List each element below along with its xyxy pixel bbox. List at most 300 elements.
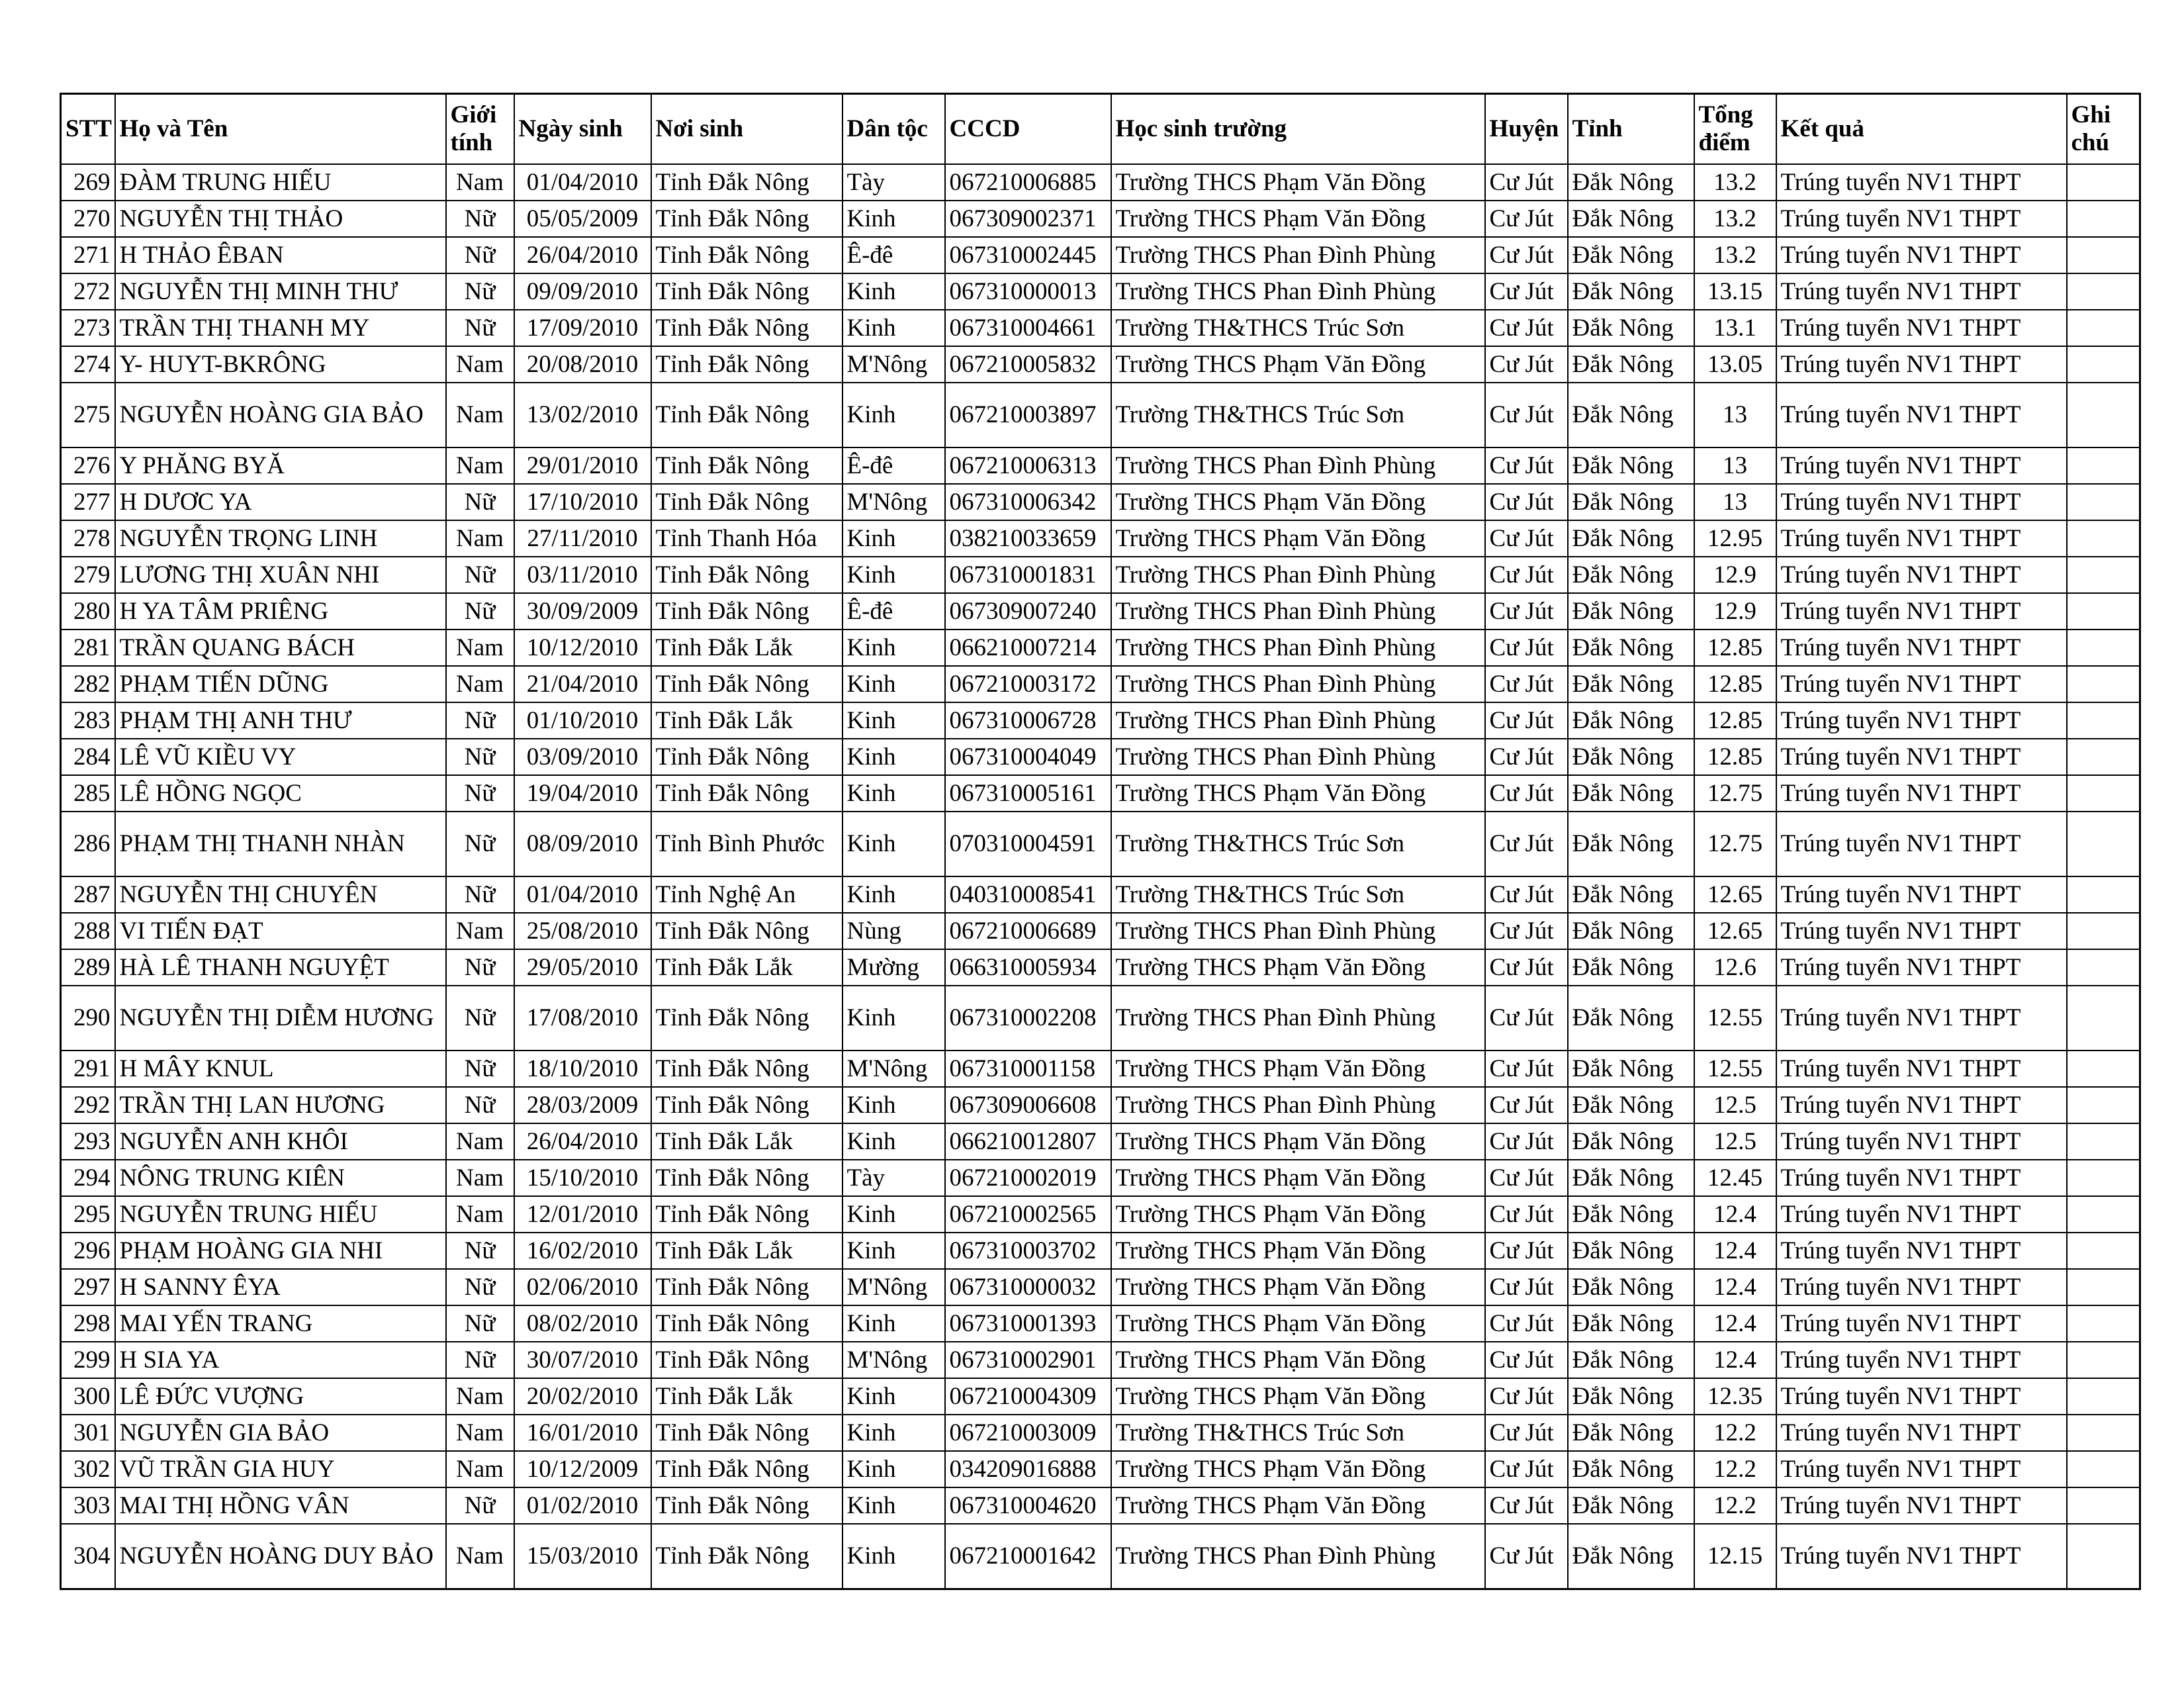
cell-full-name: LÊ HỒNG NGỌC (115, 775, 446, 812)
cell-stt: 269 (61, 164, 115, 201)
cell-school: Trường THCS Phạm Văn Đồng (1111, 1160, 1485, 1196)
cell-note (2067, 310, 2140, 346)
cell-date-of-birth: 01/02/2010 (514, 1487, 651, 1524)
cell-note (2067, 986, 2140, 1051)
cell-place-of-birth: Tỉnh Đắk Nông (651, 557, 842, 593)
cell-school: Trường THCS Phạm Văn Đồng (1111, 1487, 1485, 1524)
cell-gender: Nữ (446, 812, 514, 876)
cell-full-name: NGUYỄN THỊ DIỄM HƯƠNG (115, 986, 446, 1051)
cell-stt: 284 (61, 739, 115, 775)
header-place-of-birth: Nơi sinh (651, 94, 842, 165)
cell-result: Trúng tuyển NV1 THPT (1776, 986, 2067, 1051)
cell-result: Trúng tuyển NV1 THPT (1776, 1051, 2067, 1087)
admission-results-table (60, 93, 2141, 1590)
cell-note (2067, 1087, 2140, 1123)
cell-full-name: LÊ ĐỨC VƯỢNG (115, 1378, 446, 1415)
cell-total-score: 12.55 (1694, 1051, 1776, 1087)
cell-ethnicity: Nùng (842, 913, 945, 949)
table-row (61, 1123, 2140, 1160)
table-row (61, 593, 2140, 630)
cell-district: Cư Jút (1485, 593, 1568, 630)
cell-gender: Nữ (446, 1305, 514, 1342)
cell-province: Đắk Nông (1568, 484, 1694, 520)
cell-full-name: H SANNY ÊYA (115, 1269, 446, 1305)
table-row (61, 876, 2140, 913)
cell-total-score: 12.75 (1694, 812, 1776, 876)
cell-gender: Nữ (446, 986, 514, 1051)
cell-citizen-id: 067310002901 (945, 1342, 1111, 1378)
cell-school: Trường THCS Phạm Văn Đồng (1111, 1378, 1485, 1415)
cell-stt: 270 (61, 201, 115, 237)
cell-citizen-id: 067210005832 (945, 346, 1111, 383)
cell-note (2067, 447, 2140, 484)
cell-note (2067, 164, 2140, 201)
cell-school: Trường THCS Phan Đình Phùng (1111, 702, 1485, 739)
cell-district: Cư Jút (1485, 812, 1568, 876)
cell-result: Trúng tuyển NV1 THPT (1776, 1196, 2067, 1233)
cell-district: Cư Jút (1485, 666, 1568, 702)
table-row (61, 630, 2140, 666)
cell-note (2067, 1415, 2140, 1451)
cell-ethnicity: Kinh (842, 1415, 945, 1451)
header-school: Học sinh trường (1111, 94, 1485, 165)
table-row (61, 310, 2140, 346)
cell-ethnicity: Kinh (842, 1378, 945, 1415)
table-row (61, 1415, 2140, 1451)
cell-place-of-birth: Tỉnh Đắk Nông (651, 164, 842, 201)
table-row (61, 164, 2140, 201)
cell-district: Cư Jút (1485, 520, 1568, 557)
cell-ethnicity: Kinh (842, 812, 945, 876)
cell-note (2067, 812, 2140, 876)
cell-date-of-birth: 17/08/2010 (514, 986, 651, 1051)
cell-school: Trường THCS Phạm Văn Đồng (1111, 1196, 1485, 1233)
cell-citizen-id: 066210007214 (945, 630, 1111, 666)
cell-citizen-id: 067310001158 (945, 1051, 1111, 1087)
cell-district: Cư Jút (1485, 775, 1568, 812)
cell-place-of-birth: Tỉnh Đắk Nông (651, 1524, 842, 1589)
table-row (61, 1378, 2140, 1415)
cell-citizen-id: 067210004309 (945, 1378, 1111, 1415)
cell-school: Trường THCS Phan Đình Phùng (1111, 593, 1485, 630)
cell-date-of-birth: 12/01/2010 (514, 1196, 651, 1233)
cell-stt: 302 (61, 1451, 115, 1487)
cell-stt: 300 (61, 1378, 115, 1415)
cell-gender: Nam (446, 666, 514, 702)
cell-district: Cư Jút (1485, 1487, 1568, 1524)
cell-stt: 283 (61, 702, 115, 739)
cell-ethnicity: M'Nông (842, 346, 945, 383)
cell-school: Trường THCS Phan Đình Phùng (1111, 986, 1485, 1051)
cell-district: Cư Jút (1485, 447, 1568, 484)
cell-date-of-birth: 15/03/2010 (514, 1524, 651, 1589)
cell-ethnicity: Kinh (842, 273, 945, 310)
cell-note (2067, 1196, 2140, 1233)
cell-total-score: 12.2 (1694, 1415, 1776, 1451)
cell-ethnicity: Kinh (842, 666, 945, 702)
cell-gender: Nữ (446, 1269, 514, 1305)
cell-ethnicity: Kinh (842, 630, 945, 666)
cell-gender: Nữ (446, 201, 514, 237)
cell-citizen-id: 067310000032 (945, 1269, 1111, 1305)
cell-place-of-birth: Tỉnh Đắk Lắk (651, 630, 842, 666)
table-row (61, 484, 2140, 520)
cell-note (2067, 1051, 2140, 1087)
cell-citizen-id: 067310000013 (945, 273, 1111, 310)
cell-gender: Nam (446, 1123, 514, 1160)
cell-place-of-birth: Tỉnh Đắk Lắk (651, 1123, 842, 1160)
cell-place-of-birth: Tỉnh Đắk Nông (651, 1451, 842, 1487)
cell-province: Đắk Nông (1568, 520, 1694, 557)
cell-date-of-birth: 29/01/2010 (514, 447, 651, 484)
cell-place-of-birth: Tỉnh Đắk Nông (651, 1342, 842, 1378)
cell-citizen-id: 067310005161 (945, 775, 1111, 812)
cell-result: Trúng tuyển NV1 THPT (1776, 484, 2067, 520)
cell-citizen-id: 067210003897 (945, 383, 1111, 447)
cell-province: Đắk Nông (1568, 1160, 1694, 1196)
cell-school: Trường THCS Phạm Văn Đồng (1111, 1123, 1485, 1160)
cell-district: Cư Jút (1485, 630, 1568, 666)
cell-district: Cư Jút (1485, 237, 1568, 273)
cell-province: Đắk Nông (1568, 812, 1694, 876)
cell-stt: 299 (61, 1342, 115, 1378)
cell-note (2067, 593, 2140, 630)
table-row (61, 273, 2140, 310)
cell-stt: 293 (61, 1123, 115, 1160)
cell-stt: 297 (61, 1269, 115, 1305)
cell-citizen-id: 067210006313 (945, 447, 1111, 484)
cell-district: Cư Jút (1485, 1305, 1568, 1342)
cell-full-name: H YA TÂM PRIÊNG (115, 593, 446, 630)
cell-place-of-birth: Tỉnh Đắk Nông (651, 1305, 842, 1342)
cell-gender: Nam (446, 1415, 514, 1451)
cell-ethnicity: Kinh (842, 1451, 945, 1487)
cell-school: Trường THCS Phạm Văn Đồng (1111, 1233, 1485, 1269)
cell-gender: Nam (446, 383, 514, 447)
cell-gender: Nữ (446, 739, 514, 775)
cell-province: Đắk Nông (1568, 273, 1694, 310)
cell-note (2067, 775, 2140, 812)
cell-full-name: ĐÀM TRUNG HIẾU (115, 164, 446, 201)
cell-date-of-birth: 25/08/2010 (514, 913, 651, 949)
cell-total-score: 13.2 (1694, 237, 1776, 273)
cell-gender: Nam (446, 630, 514, 666)
cell-citizen-id: 067310004620 (945, 1487, 1111, 1524)
cell-result: Trúng tuyển NV1 THPT (1776, 1305, 2067, 1342)
cell-ethnicity: Kinh (842, 1087, 945, 1123)
cell-ethnicity: Tày (842, 164, 945, 201)
cell-stt: 275 (61, 383, 115, 447)
cell-note (2067, 383, 2140, 447)
cell-total-score: 13.2 (1694, 201, 1776, 237)
cell-province: Đắk Nông (1568, 1451, 1694, 1487)
cell-full-name: MAI THỊ HỒNG VÂN (115, 1487, 446, 1524)
cell-total-score: 12.35 (1694, 1378, 1776, 1415)
cell-district: Cư Jút (1485, 164, 1568, 201)
cell-district: Cư Jút (1485, 1415, 1568, 1451)
cell-date-of-birth: 08/09/2010 (514, 812, 651, 876)
cell-district: Cư Jút (1485, 1196, 1568, 1233)
cell-ethnicity: M'Nông (842, 484, 945, 520)
cell-note (2067, 1269, 2140, 1305)
cell-ethnicity: Kinh (842, 1233, 945, 1269)
cell-gender: Nữ (446, 876, 514, 913)
cell-result: Trúng tuyển NV1 THPT (1776, 812, 2067, 876)
cell-province: Đắk Nông (1568, 201, 1694, 237)
cell-citizen-id: 070310004591 (945, 812, 1111, 876)
cell-total-score: 12.2 (1694, 1487, 1776, 1524)
cell-citizen-id: 067210001642 (945, 1524, 1111, 1589)
cell-note (2067, 630, 2140, 666)
cell-ethnicity: Kinh (842, 1196, 945, 1233)
cell-date-of-birth: 16/01/2010 (514, 1415, 651, 1451)
header-date-of-birth: Ngày sinh (514, 94, 651, 165)
cell-result: Trúng tuyển NV1 THPT (1776, 775, 2067, 812)
cell-ethnicity: M'Nông (842, 1269, 945, 1305)
cell-date-of-birth: 26/04/2010 (514, 237, 651, 273)
cell-province: Đắk Nông (1568, 630, 1694, 666)
cell-full-name: LÊ VŨ KIỀU VY (115, 739, 446, 775)
cell-place-of-birth: Tỉnh Đắk Nông (651, 1160, 842, 1196)
cell-total-score: 12.85 (1694, 739, 1776, 775)
cell-gender: Nữ (446, 775, 514, 812)
table-row (61, 1087, 2140, 1123)
cell-result: Trúng tuyển NV1 THPT (1776, 666, 2067, 702)
cell-full-name: TRẦN THỊ LAN HƯƠNG (115, 1087, 446, 1123)
cell-total-score: 12.2 (1694, 1451, 1776, 1487)
cell-gender: Nữ (446, 273, 514, 310)
cell-province: Đắk Nông (1568, 913, 1694, 949)
cell-school: Trường THCS Phan Đình Phùng (1111, 739, 1485, 775)
table-row (61, 383, 2140, 447)
cell-result: Trúng tuyển NV1 THPT (1776, 1160, 2067, 1196)
cell-date-of-birth: 09/09/2010 (514, 273, 651, 310)
cell-gender: Nữ (446, 949, 514, 986)
table-row (61, 1487, 2140, 1524)
cell-school: Trường THCS Phạm Văn Đồng (1111, 164, 1485, 201)
cell-school: Trường THCS Phan Đình Phùng (1111, 237, 1485, 273)
cell-school: Trường THCS Phan Đình Phùng (1111, 913, 1485, 949)
cell-total-score: 12.65 (1694, 876, 1776, 913)
cell-place-of-birth: Tỉnh Đắk Nông (651, 237, 842, 273)
cell-gender: Nam (446, 1196, 514, 1233)
cell-place-of-birth: Tỉnh Đắk Nông (651, 1087, 842, 1123)
table-row (61, 201, 2140, 237)
cell-district: Cư Jút (1485, 273, 1568, 310)
cell-gender: Nữ (446, 310, 514, 346)
cell-note (2067, 1123, 2140, 1160)
cell-note (2067, 1487, 2140, 1524)
cell-gender: Nam (446, 520, 514, 557)
cell-note (2067, 702, 2140, 739)
cell-stt: 304 (61, 1524, 115, 1589)
cell-gender: Nữ (446, 1487, 514, 1524)
cell-place-of-birth: Tỉnh Đắk Nông (651, 273, 842, 310)
cell-province: Đắk Nông (1568, 739, 1694, 775)
cell-full-name: NGUYỄN GIA BẢO (115, 1415, 446, 1451)
cell-district: Cư Jút (1485, 1451, 1568, 1487)
cell-district: Cư Jút (1485, 346, 1568, 383)
table-row (61, 1305, 2140, 1342)
cell-date-of-birth: 10/12/2009 (514, 1451, 651, 1487)
cell-ethnicity: Kinh (842, 986, 945, 1051)
cell-date-of-birth: 27/11/2010 (514, 520, 651, 557)
cell-result: Trúng tuyển NV1 THPT (1776, 1415, 2067, 1451)
cell-school: Trường THCS Phạm Văn Đồng (1111, 1305, 1485, 1342)
cell-gender: Nam (446, 1160, 514, 1196)
cell-total-score: 12.6 (1694, 949, 1776, 986)
cell-place-of-birth: Tỉnh Đắk Lắk (651, 702, 842, 739)
cell-province: Đắk Nông (1568, 237, 1694, 273)
cell-ethnicity: Ê-đê (842, 447, 945, 484)
cell-date-of-birth: 20/08/2010 (514, 346, 651, 383)
cell-citizen-id: 067309006608 (945, 1087, 1111, 1123)
cell-total-score: 12.4 (1694, 1269, 1776, 1305)
cell-place-of-birth: Tỉnh Thanh Hóa (651, 520, 842, 557)
cell-ethnicity: Kinh (842, 775, 945, 812)
cell-result: Trúng tuyển NV1 THPT (1776, 273, 2067, 310)
header-row (61, 94, 2140, 165)
cell-date-of-birth: 20/02/2010 (514, 1378, 651, 1415)
table-header (61, 94, 2140, 165)
cell-date-of-birth: 03/11/2010 (514, 557, 651, 593)
cell-ethnicity: Mường (842, 949, 945, 986)
cell-total-score: 13 (1694, 447, 1776, 484)
cell-result: Trúng tuyển NV1 THPT (1776, 237, 2067, 273)
cell-citizen-id: 066210012807 (945, 1123, 1111, 1160)
cell-school: Trường THCS Phan Đình Phùng (1111, 273, 1485, 310)
cell-gender: Nữ (446, 237, 514, 273)
cell-note (2067, 1305, 2140, 1342)
cell-stt: 301 (61, 1415, 115, 1451)
cell-province: Đắk Nông (1568, 1487, 1694, 1524)
cell-district: Cư Jút (1485, 949, 1568, 986)
cell-stt: 281 (61, 630, 115, 666)
cell-ethnicity: Kinh (842, 310, 945, 346)
cell-gender: Nữ (446, 557, 514, 593)
cell-province: Đắk Nông (1568, 383, 1694, 447)
cell-stt: 295 (61, 1196, 115, 1233)
cell-date-of-birth: 05/05/2009 (514, 201, 651, 237)
cell-district: Cư Jút (1485, 1160, 1568, 1196)
header-gender: Giới tính (446, 94, 514, 165)
table-row (61, 739, 2140, 775)
cell-full-name: NGUYỄN ANH KHÔI (115, 1123, 446, 1160)
cell-result: Trúng tuyển NV1 THPT (1776, 164, 2067, 201)
cell-place-of-birth: Tỉnh Đắk Nông (651, 1487, 842, 1524)
cell-full-name: PHẠM HOÀNG GIA NHI (115, 1233, 446, 1269)
cell-province: Đắk Nông (1568, 1196, 1694, 1233)
cell-gender: Nữ (446, 1342, 514, 1378)
cell-place-of-birth: Tỉnh Đắk Nông (651, 739, 842, 775)
cell-province: Đắk Nông (1568, 702, 1694, 739)
cell-note (2067, 346, 2140, 383)
cell-result: Trúng tuyển NV1 THPT (1776, 1378, 2067, 1415)
cell-result: Trúng tuyển NV1 THPT (1776, 1524, 2067, 1589)
cell-note (2067, 557, 2140, 593)
cell-school: Trường THCS Phan Đình Phùng (1111, 447, 1485, 484)
cell-place-of-birth: Tỉnh Đắk Nông (651, 1196, 842, 1233)
cell-date-of-birth: 02/06/2010 (514, 1269, 651, 1305)
cell-total-score: 12.9 (1694, 593, 1776, 630)
cell-province: Đắk Nông (1568, 1305, 1694, 1342)
cell-gender: Nữ (446, 484, 514, 520)
cell-stt: 272 (61, 273, 115, 310)
cell-total-score: 13.2 (1694, 164, 1776, 201)
cell-school: Trường THCS Phan Đình Phùng (1111, 1524, 1485, 1589)
cell-stt: 289 (61, 949, 115, 986)
cell-ethnicity: Kinh (842, 520, 945, 557)
table-body (61, 164, 2140, 1589)
cell-full-name: H MÂY KNUL (115, 1051, 446, 1087)
cell-full-name: NGUYỄN HOÀNG GIA BẢO (115, 383, 446, 447)
cell-citizen-id: 038210033659 (945, 520, 1111, 557)
cell-note (2067, 237, 2140, 273)
cell-result: Trúng tuyển NV1 THPT (1776, 876, 2067, 913)
cell-date-of-birth: 01/10/2010 (514, 702, 651, 739)
cell-district: Cư Jút (1485, 1342, 1568, 1378)
cell-total-score: 12.5 (1694, 1123, 1776, 1160)
cell-ethnicity: Kinh (842, 1524, 945, 1589)
table-row (61, 949, 2140, 986)
cell-note (2067, 201, 2140, 237)
cell-gender: Nữ (446, 593, 514, 630)
cell-result: Trúng tuyển NV1 THPT (1776, 1342, 2067, 1378)
cell-district: Cư Jút (1485, 702, 1568, 739)
cell-province: Đắk Nông (1568, 1087, 1694, 1123)
cell-province: Đắk Nông (1568, 876, 1694, 913)
cell-total-score: 12.55 (1694, 986, 1776, 1051)
cell-ethnicity: Kinh (842, 1305, 945, 1342)
cell-ethnicity: Kinh (842, 201, 945, 237)
cell-gender: Nam (446, 164, 514, 201)
cell-district: Cư Jút (1485, 201, 1568, 237)
cell-gender: Nam (446, 1524, 514, 1589)
cell-date-of-birth: 03/09/2010 (514, 739, 651, 775)
cell-date-of-birth: 01/04/2010 (514, 876, 651, 913)
cell-result: Trúng tuyển NV1 THPT (1776, 739, 2067, 775)
cell-citizen-id: 067210002019 (945, 1160, 1111, 1196)
cell-school: Trường TH&THCS Trúc Sơn (1111, 310, 1485, 346)
cell-citizen-id: 067310002208 (945, 986, 1111, 1051)
cell-district: Cư Jút (1485, 1087, 1568, 1123)
cell-date-of-birth: 30/09/2009 (514, 593, 651, 630)
cell-place-of-birth: Tỉnh Nghệ An (651, 876, 842, 913)
cell-total-score: 12.9 (1694, 557, 1776, 593)
cell-total-score: 13.1 (1694, 310, 1776, 346)
cell-note (2067, 484, 2140, 520)
cell-place-of-birth: Tỉnh Đắk Nông (651, 383, 842, 447)
cell-date-of-birth: 28/03/2009 (514, 1087, 651, 1123)
cell-result: Trúng tuyển NV1 THPT (1776, 949, 2067, 986)
cell-school: Trường THCS Phan Đình Phùng (1111, 1087, 1485, 1123)
cell-citizen-id: 067210006689 (945, 913, 1111, 949)
table-row (61, 812, 2140, 876)
cell-result: Trúng tuyển NV1 THPT (1776, 593, 2067, 630)
cell-date-of-birth: 10/12/2010 (514, 630, 651, 666)
cell-stt: 291 (61, 1051, 115, 1087)
cell-place-of-birth: Tỉnh Đắk Nông (651, 201, 842, 237)
cell-full-name: Y- HUYT-BKRÔNG (115, 346, 446, 383)
cell-gender: Nam (446, 1451, 514, 1487)
cell-total-score: 12.15 (1694, 1524, 1776, 1589)
cell-province: Đắk Nông (1568, 1051, 1694, 1087)
cell-citizen-id: 067310006728 (945, 702, 1111, 739)
cell-result: Trúng tuyển NV1 THPT (1776, 913, 2067, 949)
header-citizen-id: CCCD (945, 94, 1111, 165)
cell-note (2067, 1160, 2140, 1196)
cell-school: Trường THCS Phạm Văn Đồng (1111, 520, 1485, 557)
